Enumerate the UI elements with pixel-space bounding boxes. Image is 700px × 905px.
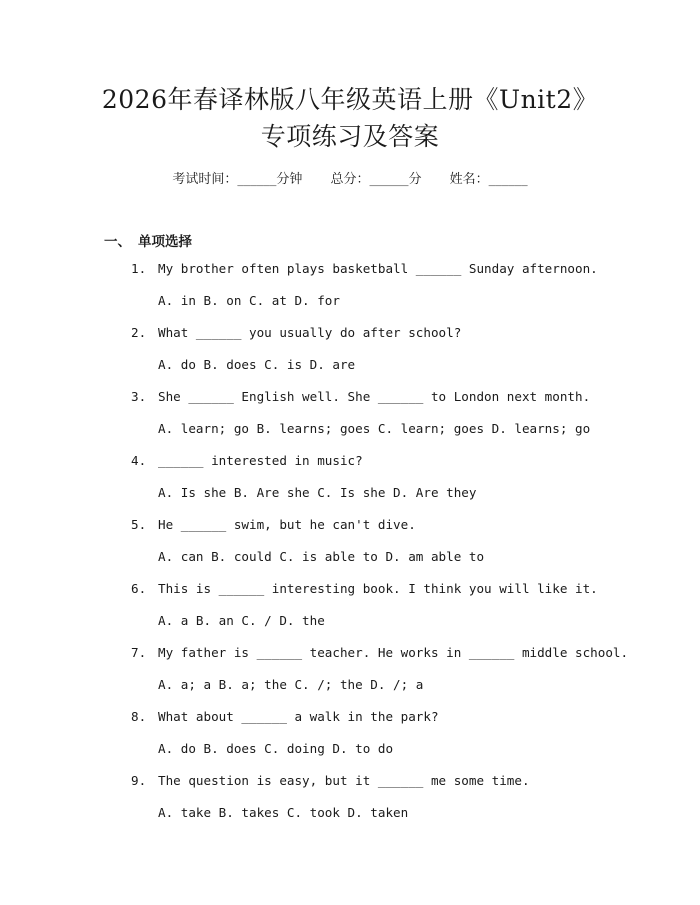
question-number: 4. [131,453,147,468]
question-item [0,256,700,320]
question-text: She ______ English well. She ______ to London next month. [158,389,591,404]
question-number: 8. [131,709,147,724]
question-stem [131,260,598,278]
document-title-line1: 2026年春译林版八年级英语上册《Unit2》 [101,85,599,114]
exam-time: 考试时间：______分钟 [172,172,303,187]
question-item [0,704,700,768]
document-title-line2: 专项练习及答案 [260,122,440,151]
question-options: A. do B. does C. doing D. to do [158,741,394,756]
question-text: ______ interested in music? [158,453,363,468]
total-score: 总分：______分 [330,172,422,187]
question-options: A. a B. an C. / D. the [158,613,325,628]
question-stem [131,644,628,662]
question-stem [131,708,439,726]
question-number: 9. [131,773,147,788]
question-item [0,512,700,576]
question-item [0,320,700,384]
question-item [0,448,700,512]
question-text: What about ______ a walk in the park? [158,709,439,724]
question-options: A. a; a B. a; the C. /; the D. /; a [158,677,424,692]
question-number: 5. [131,517,147,532]
question-options: A. Is she B. Are she C. Is she D. Are they [158,485,477,500]
section-number: 一、 [104,234,131,250]
question-list [0,256,700,832]
section-title: 单项选择 [138,234,192,250]
question-options: A. do B. does C. is D. are [158,357,356,372]
question-options: A. can B. could C. is able to D. am able to [158,549,485,564]
question-text: The question is easy, but it ______ me some time. [158,773,530,788]
question-number: 7. [131,645,147,660]
question-text: This is ______ interesting book. I think you will like it. [158,581,598,596]
question-text: My brother often plays basketball ______ Sunday afternoon. [158,261,598,276]
question-item [0,384,700,448]
question-options: A. in B. on C. at D. for [158,293,340,308]
question-stem [131,516,416,534]
question-item [0,576,700,640]
question-number: 2. [131,325,147,340]
question-number: 3. [131,389,147,404]
question-stem [131,452,363,470]
question-number: 6. [131,581,147,596]
student-name: 姓名：______ [449,172,528,187]
question-stem [131,388,590,406]
question-item [0,640,700,704]
exam-meta [0,168,700,187]
question-item [0,768,700,832]
question-stem [131,772,530,790]
question-text: He ______ swim, but he can't dive. [158,517,416,532]
question-options: A. take B. takes C. took D. taken [158,805,409,820]
question-options: A. learn; go B. learns; goes C. learn; goes D. learns; go [158,421,591,436]
question-text: What ______ you usually do after school? [158,325,462,340]
question-number: 1. [131,261,147,276]
question-stem [131,580,598,598]
question-stem [131,324,461,342]
section-heading [104,230,192,250]
question-text: My father is ______ teacher. He works in ______ middle school. [158,645,629,660]
